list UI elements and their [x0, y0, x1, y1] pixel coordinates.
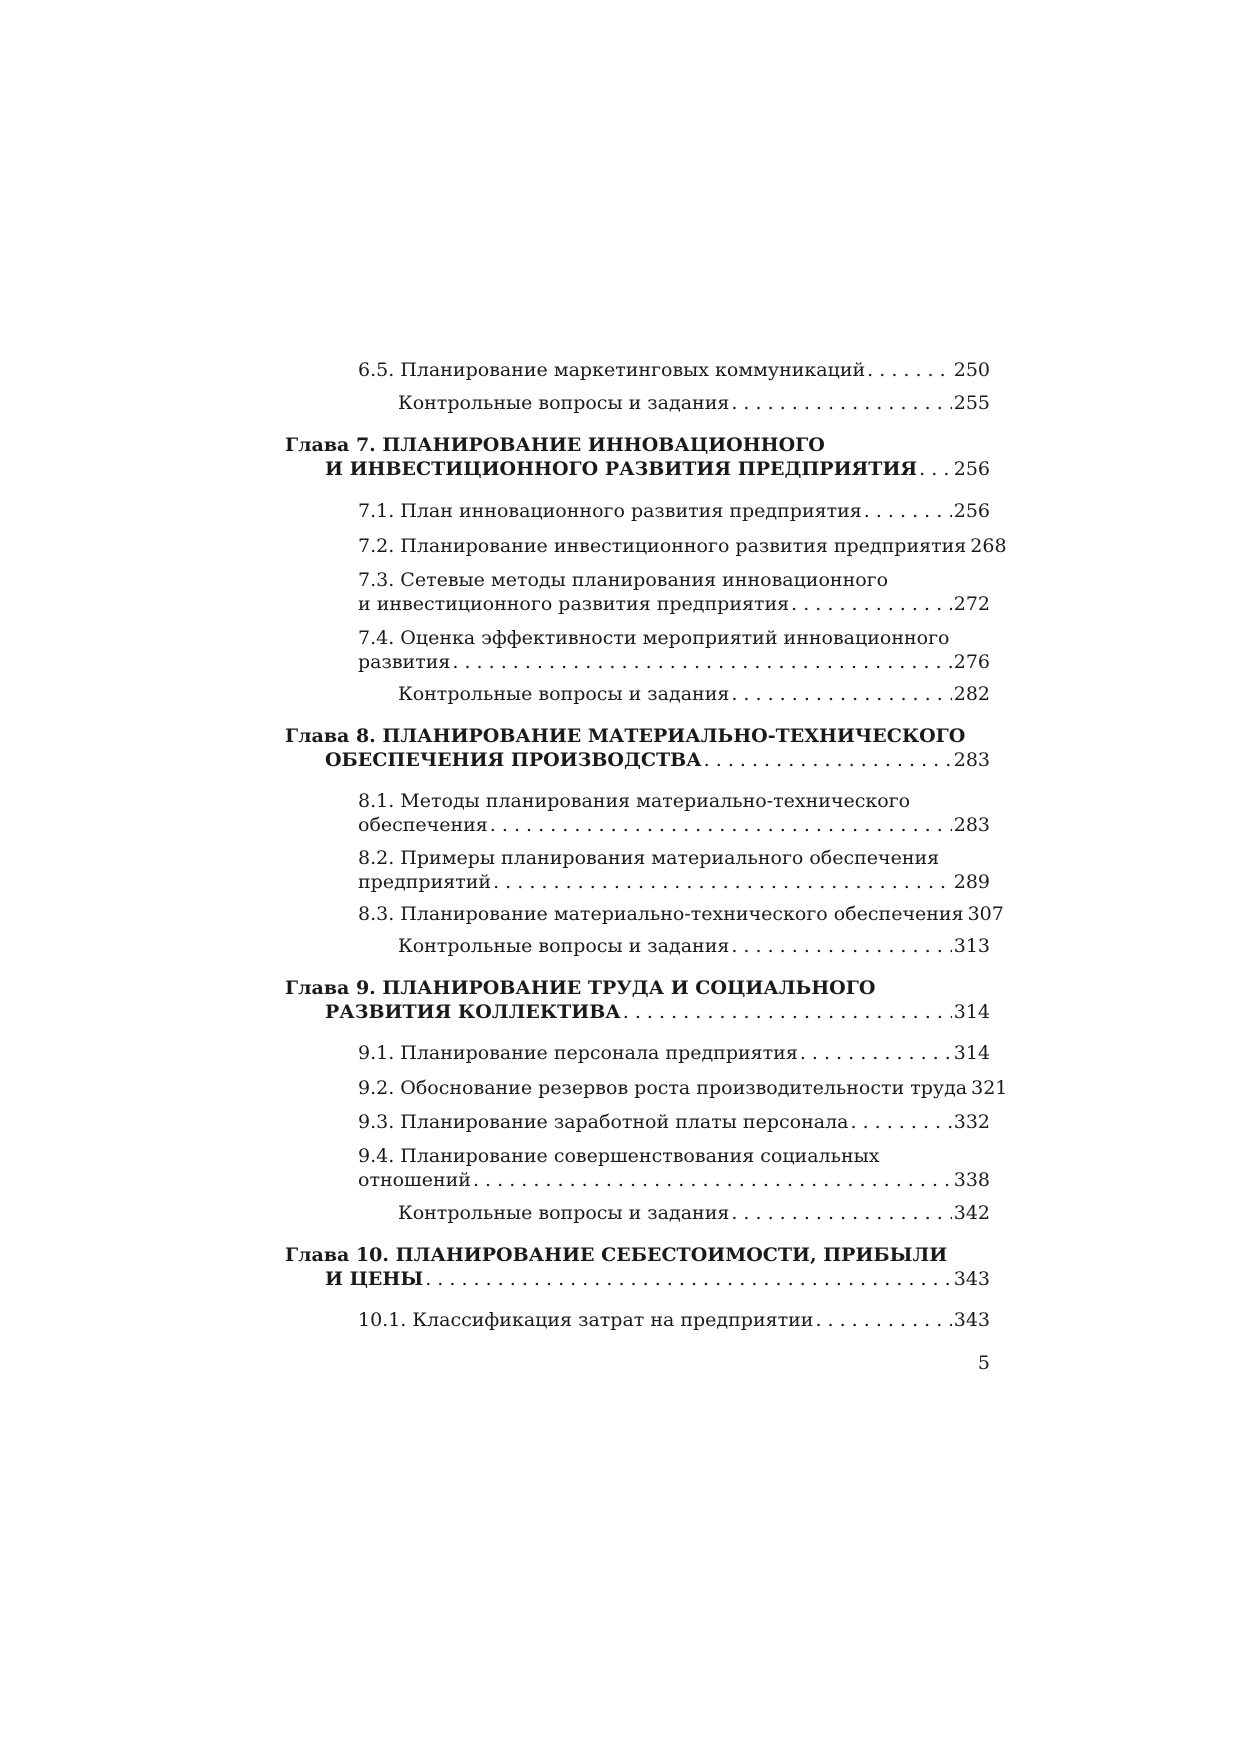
toc-entry-title: отношений	[358, 1169, 471, 1191]
toc-chapter-8	[285, 724, 990, 772]
toc-entry-9-1	[318, 1041, 990, 1065]
toc-entry-page: 338	[953, 1169, 990, 1191]
toc-chapter-9	[285, 976, 990, 1024]
toc-entry-page: 272	[953, 593, 990, 615]
toc-entry-page: 314	[953, 1042, 990, 1064]
toc-chapter-7	[285, 433, 990, 481]
toc-entry-page: 268	[970, 535, 1007, 557]
toc-entry-9-4	[318, 1144, 990, 1192]
toc-entry-page: 342	[953, 1202, 990, 1224]
dot-leader	[731, 391, 951, 415]
chapter-heading-title: И ИНВЕСТИЦИОННОГО РАЗВИТИЯ ПРЕДПРИЯТИЯ	[325, 458, 918, 480]
dot-leader	[867, 358, 952, 382]
toc-entry-questions	[318, 1201, 990, 1225]
toc-chapter-10	[285, 1243, 990, 1291]
toc-entry-title-line: 7.3. Сетевые методы планирования инновационного	[358, 569, 889, 591]
toc-entry-title: 10.1. Классификация затрат на предприятии	[358, 1309, 814, 1331]
dot-leader	[473, 1168, 952, 1192]
chapter-heading-line: Глава 8. ПЛАНИРОВАНИЕ МАТЕРИАЛЬНО-ТЕХНИЧЕСКОГО	[285, 725, 966, 747]
toc-entry-title: предприятий	[358, 871, 492, 893]
chapter-heading-line: Глава 9. ПЛАНИРОВАНИЕ ТРУДА И СОЦИАЛЬНОГО	[285, 977, 876, 999]
toc-entry-page: 343	[953, 1309, 990, 1331]
toc-entry-title: обеспечения	[358, 814, 488, 836]
toc-entry-title: развития	[358, 651, 451, 673]
chapter-heading-line: Глава 7. ПЛАНИРОВАНИЕ ИННОВАЦИОННОГО	[285, 434, 825, 456]
toc-entry-7-2	[318, 534, 1007, 558]
toc-entry-page: 256	[953, 500, 990, 522]
chapter-heading-title: ОБЕСПЕЧЕНИЯ ПРОИЗВОДСТВА	[325, 749, 702, 771]
chapter-heading-title: РАЗВИТИЯ КОЛЛЕКТИВА	[325, 1001, 621, 1023]
toc-entry-9-2	[318, 1076, 1008, 1100]
toc-entry-7-3	[318, 568, 990, 616]
toc-entry-9-3	[318, 1110, 990, 1134]
toc-entry-page: 282	[953, 683, 990, 705]
toc-entry-6-5	[318, 358, 990, 382]
toc-entry-page: 283	[953, 749, 990, 771]
dot-leader	[864, 499, 952, 523]
toc-entry-title-line: 8.2. Примеры планирования материального обеспечения	[358, 847, 940, 869]
toc-entry-page: 343	[953, 1268, 990, 1290]
toc-entry-title: Контрольные вопросы и задания	[398, 683, 730, 705]
dot-leader	[731, 1201, 951, 1225]
toc-entry-8-2	[318, 846, 990, 894]
dot-leader	[919, 457, 952, 481]
toc-entry-questions	[318, 934, 990, 958]
toc-entry-title: 6.5. Планирование маркетинговых коммуникаций	[358, 359, 866, 381]
dot-leader	[452, 650, 951, 674]
dot-leader	[800, 1041, 952, 1065]
toc-entry-page: 307	[967, 903, 1004, 925]
toc-entry-title: 9.1. Планирование персонала предприятия	[358, 1042, 798, 1064]
dot-leader	[490, 813, 952, 837]
toc-entry-page: 289	[953, 871, 990, 893]
toc-entry-page: 314	[953, 1001, 990, 1023]
dot-leader	[791, 592, 952, 616]
dot-leader	[850, 1110, 951, 1134]
toc-entry-title-line: 8.1. Методы планирования материально-технического	[358, 790, 911, 812]
page-number: 5	[977, 1352, 990, 1374]
dot-leader	[815, 1308, 951, 1332]
toc-entry-title: Контрольные вопросы и задания	[398, 935, 730, 957]
toc-entry-title-line: 9.4. Планирование совершенствования социальных	[358, 1145, 880, 1167]
toc-entry-10-1	[318, 1308, 990, 1332]
toc-entry-title: 7.2. Планирование инвестиционного развития предприятия	[358, 535, 967, 557]
toc-entry-title: 9.3. Планирование заработной платы персонала	[358, 1111, 849, 1133]
toc-entry-questions	[318, 391, 990, 415]
toc-entry-title: Контрольные вопросы и задания	[398, 392, 730, 414]
toc-entry-page: 256	[953, 458, 990, 480]
toc-entry-page: 255	[953, 392, 990, 414]
toc-entry-page: 332	[953, 1111, 990, 1133]
toc-entry-page: 276	[953, 651, 990, 673]
toc-entry-title: Контрольные вопросы и задания	[398, 1202, 730, 1224]
toc-entry-7-4	[318, 626, 990, 674]
toc-entry-title: 8.3. Планирование материально-технического обеспечения	[358, 903, 964, 925]
toc-entry-page: 283	[953, 814, 990, 836]
toc-entry-page: 321	[971, 1077, 1008, 1099]
toc-entry-title-line: 7.4. Оценка эффективности мероприятий инновационного	[358, 627, 950, 649]
toc-entry-title: и инвестиционного развития предприятия	[358, 593, 790, 615]
dot-leader	[731, 682, 951, 706]
chapter-heading-title: И ЦЕНЫ	[325, 1268, 424, 1290]
dot-leader	[493, 870, 952, 894]
dot-leader	[623, 1000, 952, 1024]
toc-entry-8-3	[318, 902, 1004, 926]
toc-entry-title: 7.1. План инновационного развития предприятия	[358, 500, 862, 522]
chapter-heading-line: Глава 10. ПЛАНИРОВАНИЕ СЕБЕСТОИМОСТИ, ПРИБЫЛИ	[285, 1244, 948, 1266]
toc-entry-questions	[318, 682, 990, 706]
toc-entry-7-1	[318, 499, 990, 523]
toc-entry-title: 9.2. Обоснование резервов роста производительности труда	[358, 1077, 968, 1099]
toc-entry-8-1	[318, 789, 990, 837]
dot-leader	[731, 934, 951, 958]
dot-leader	[704, 748, 952, 772]
toc-entry-page: 250	[953, 359, 990, 381]
dot-leader	[425, 1267, 952, 1291]
toc-entry-page: 313	[953, 935, 990, 957]
